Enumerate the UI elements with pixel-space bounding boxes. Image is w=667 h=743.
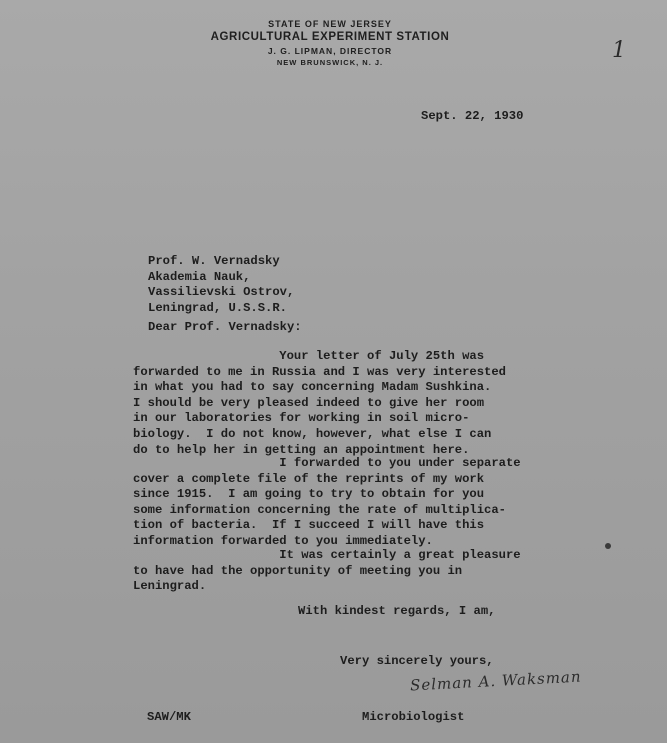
body-paragraph-1 xyxy=(133,349,506,458)
text-line: It was certainly a great pleasure xyxy=(133,548,521,562)
address-line: Leningrad, U.S.S.R. xyxy=(148,300,287,315)
letter-date: Sept. 22, 1930 xyxy=(421,109,524,123)
closing-sincerely: Very sincerely yours, xyxy=(340,654,494,668)
text-line: I forwarded to you under separate xyxy=(133,456,521,470)
body-paragraph-2 xyxy=(133,456,521,550)
address-line: Vassilievski Ostrov, xyxy=(148,285,295,300)
text-line: do to help her in getting an appointment here. xyxy=(133,442,470,457)
recipient-address xyxy=(148,254,294,316)
address-line: Akademia Nauk, xyxy=(148,269,251,284)
letterhead-city: NEW BRUNSWICK, N. J. xyxy=(276,58,384,67)
text-line: biology. I do not know, however, what else I can xyxy=(133,426,492,441)
typist-initials: SAW/MK xyxy=(147,710,191,724)
text-line: information forwarded to you immediately. xyxy=(133,533,433,548)
text-line: to have had the opportunity of meeting you in xyxy=(133,563,463,578)
text-line: forwarded to me in Russia and I was very interested xyxy=(133,364,506,379)
text-line: in our laboratories for working in soil micro- xyxy=(133,411,470,426)
text-line: in what you had to say concerning Madam Sushkina. xyxy=(133,380,492,395)
letterhead-director: J. G. LIPMAN, DIRECTOR xyxy=(267,46,393,56)
text-line: Your letter of July 25th was xyxy=(133,349,485,363)
text-line: tion of bacteria. If I succeed I will have this xyxy=(133,518,485,533)
salutation: Dear Prof. Vernadsky: xyxy=(148,320,302,334)
signer-title: Microbiologist xyxy=(362,710,465,724)
page-number-mark: 1 xyxy=(612,38,626,63)
letterhead xyxy=(160,18,500,69)
body-paragraph-3 xyxy=(133,548,521,595)
text-line: since 1915. I am going to try to obtain for you xyxy=(133,487,485,502)
text-line: some information concerning the rate of multiplica- xyxy=(133,502,506,517)
handwritten-signature: Selman A. Waksman xyxy=(409,667,582,695)
letterhead-state: STATE OF NEW JERSEY xyxy=(268,19,392,29)
text-line: cover a complete file of the reprints of my work xyxy=(133,471,485,486)
closing-regards: With kindest regards, I am, xyxy=(298,604,496,618)
paper-blemish xyxy=(605,543,611,549)
text-line: I should be very pleased indeed to give her room xyxy=(133,395,485,410)
letterhead-station: AGRICULTURAL EXPERIMENT STATION xyxy=(210,31,450,43)
text-line: Leningrad. xyxy=(133,579,207,594)
address-line: Prof. W. Vernadsky xyxy=(148,254,280,268)
